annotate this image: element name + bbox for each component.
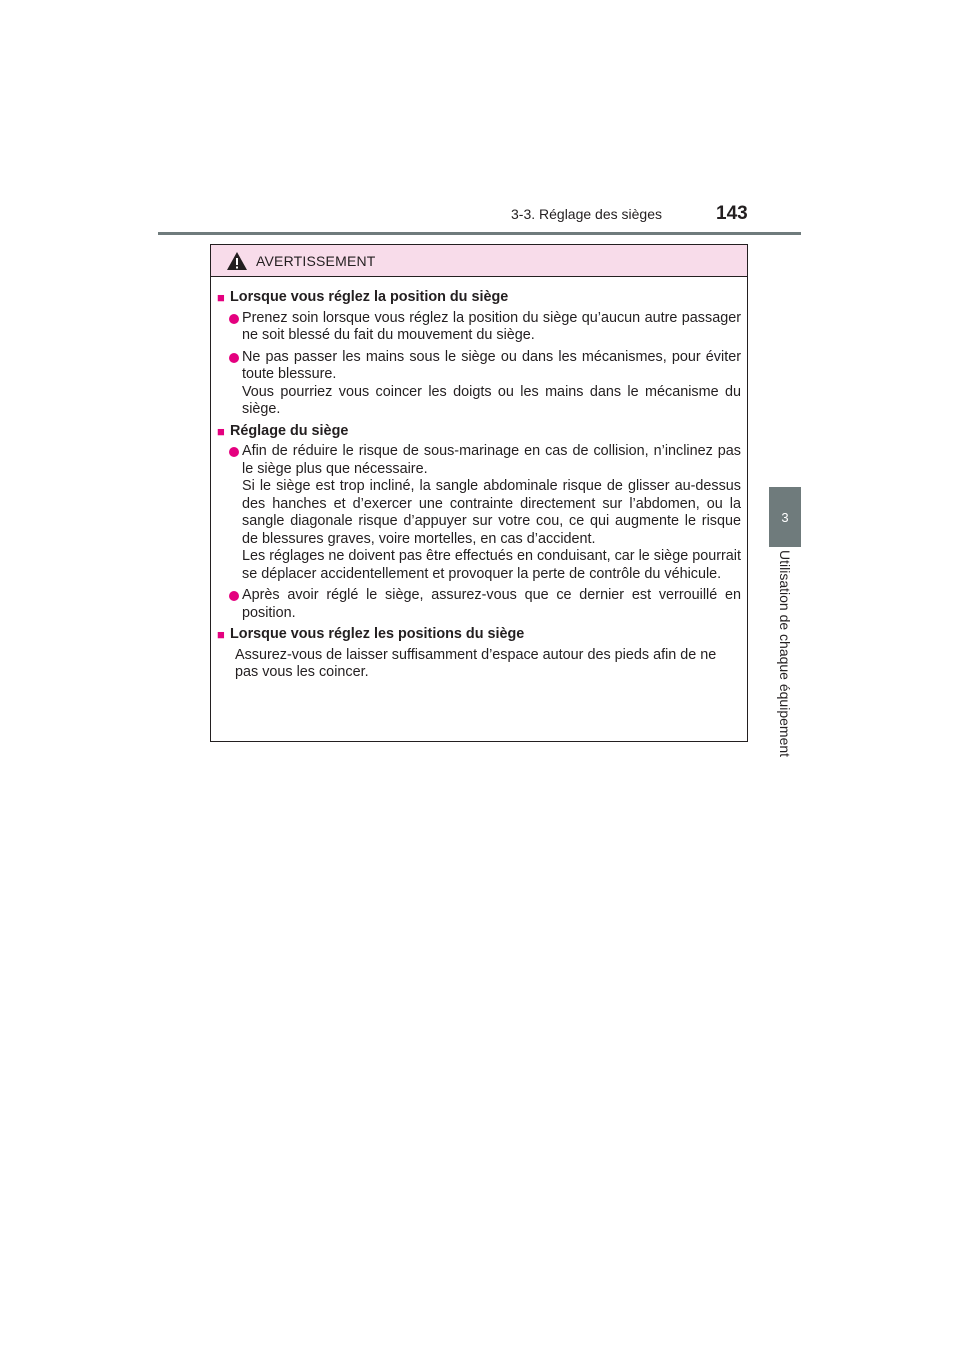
paragraph: Assurez-vous de laisser suffisamment d’espace autour des pieds afin de ne pas vous les coincer. — [235, 646, 717, 680]
section-heading-text: Lorsque vous réglez les positions du siège — [230, 626, 525, 642]
page-number: 143 — [716, 203, 748, 224]
paragraph: Vous pourriez vous coincer les doigts ou les mains dans le mécanisme du siège. — [242, 383, 741, 417]
square-bullet-icon: ■ — [217, 290, 225, 305]
section-heading-text: Réglage du siège — [230, 422, 349, 439]
list-item — [217, 310, 741, 345]
warning-body — [211, 277, 747, 682]
section-title: 3-3. Réglage des sièges — [511, 206, 662, 222]
bullet-icon — [229, 349, 242, 419]
warning-triangle-icon — [226, 251, 248, 271]
section-heading — [217, 423, 741, 441]
paragraph: Prenez soin lorsque vous réglez la position du siège qu’aucun autre passager ne soit blessé du fait du mouvement du siège. — [242, 309, 741, 343]
paragraph: Ne pas passer les mains sous le siège ou dans les mécanismes, pour éviter toute blessure. — [242, 348, 741, 382]
section-heading — [217, 289, 741, 307]
bullet-icon — [229, 310, 242, 345]
list-item — [217, 349, 741, 419]
warning-title: AVERTISSEMENT — [256, 252, 376, 269]
section-heading-text: Lorsque vous réglez la position du siège — [230, 289, 509, 305]
list-item — [217, 443, 741, 583]
chapter-title: Utilisation de chaque équipement — [777, 550, 793, 758]
paragraph: Si le siège est trop incliné, la sangle abdominale risque de glisser au-dessus des hanches et d’exercer une contrainte directement sur l’abdomen, ou la sangle diagonale risque d’appuyer sur votre cou, ce qui augmente le risque de blessures graves, voire mortelles, en cas d’accident. — [242, 478, 741, 547]
square-bullet-icon: ■ — [217, 627, 225, 642]
chapter-number: 3 — [781, 509, 789, 525]
paragraph: Les réglages ne doivent pas être effectués en conduisant, car le siège pourrait se déplacer accidentellement et provoquer la perte de contrôle du véhicule. — [242, 548, 741, 582]
section-heading — [217, 626, 741, 644]
square-bullet-icon: ■ — [217, 423, 225, 439]
bullet-icon — [229, 587, 242, 622]
header-divider — [158, 232, 801, 235]
paragraph: Afin de réduire le risque de sous-marinage en cas de collision, n’inclinez pas le siège plus que nécessaire. — [242, 443, 741, 477]
chapter-tab — [769, 487, 801, 547]
paragraph: Après avoir réglé le siège, assurez-vous que ce dernier est verrouillé en position. — [242, 587, 741, 621]
warning-header — [211, 245, 747, 277]
list-item — [217, 587, 741, 622]
warning-box — [210, 244, 748, 742]
bullet-icon — [229, 443, 242, 583]
